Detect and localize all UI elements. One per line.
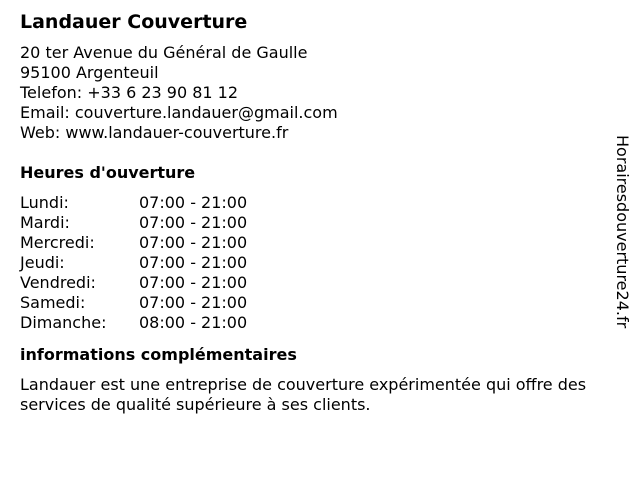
phone-line: Telefon: +33 6 23 90 81 12 <box>20 83 239 102</box>
hours-row-tuesday <box>20 213 620 233</box>
info-title: informations complémentaires <box>20 345 297 364</box>
time-value: 07:00 - 21:00 <box>139 293 248 312</box>
time-value: 07:00 - 21:00 <box>139 193 248 212</box>
day-label: Mercredi: <box>20 233 95 252</box>
site-watermark: Horairesdouverture24.fr <box>613 135 632 329</box>
hours-table <box>20 193 620 333</box>
business-card <box>20 10 620 415</box>
day-label: Lundi: <box>20 193 69 212</box>
hours-row-sunday <box>20 313 620 333</box>
day-label: Jeudi: <box>20 253 65 272</box>
web-line: Web: www.landauer-couverture.fr <box>20 123 289 142</box>
time-value: 07:00 - 21:00 <box>139 253 248 272</box>
day-label: Samedi: <box>20 293 86 312</box>
hours-row-thursday <box>20 253 620 273</box>
hours-row-friday <box>20 273 620 293</box>
email-line: Email: couverture.landauer@gmail.com <box>20 103 338 122</box>
day-label: Dimanche: <box>20 313 107 332</box>
hours-row-monday <box>20 193 620 213</box>
hours-row-wednesday <box>20 233 620 253</box>
time-value: 07:00 - 21:00 <box>139 233 248 252</box>
day-label: Vendredi: <box>20 273 96 292</box>
info-text: Landauer est une entreprise de couverture expérimentée qui offre des services de qualité supérieure à ses clients. <box>20 375 587 414</box>
time-value: 07:00 - 21:00 <box>139 273 248 292</box>
hours-row-saturday <box>20 293 620 313</box>
time-value: 08:00 - 21:00 <box>139 313 248 332</box>
day-label: Mardi: <box>20 213 70 232</box>
hours-title: Heures d'ouverture <box>20 163 196 182</box>
address-line-1: 20 ter Avenue du Général de Gaulle <box>20 43 308 62</box>
business-name: Landauer Couverture <box>20 11 248 33</box>
time-value: 07:00 - 21:00 <box>139 213 248 232</box>
address-line-2: 95100 Argenteuil <box>20 63 159 82</box>
